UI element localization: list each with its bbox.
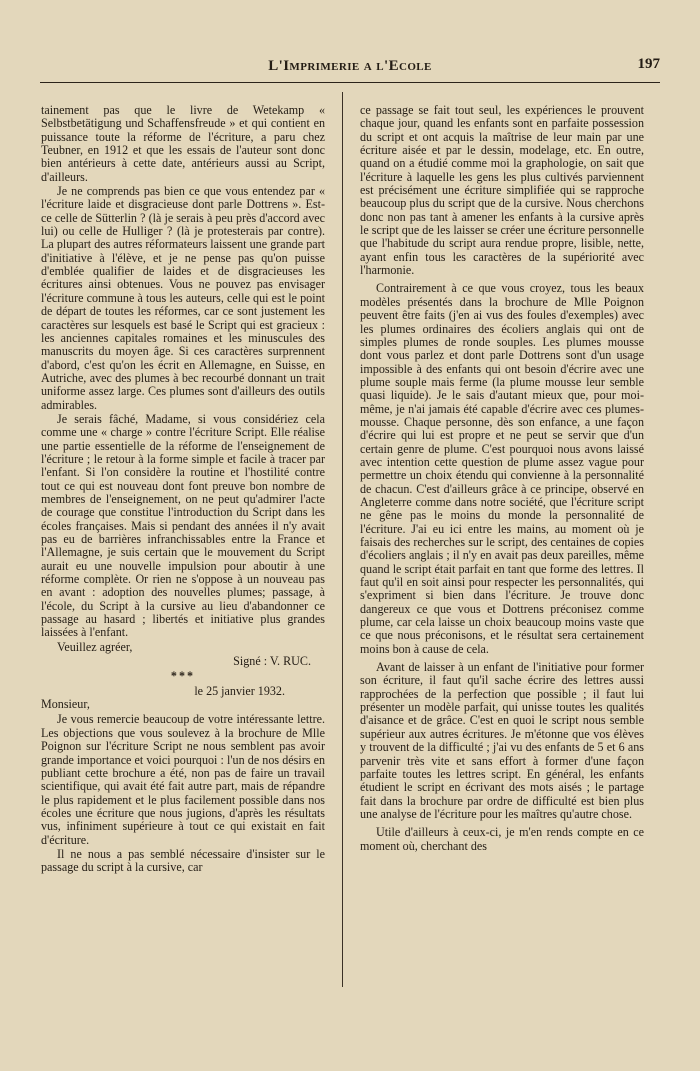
section-separator: *** [170, 669, 196, 684]
signature: Signé : V. RUC. [233, 654, 311, 669]
paragraph: Avant de laisser à un enfant de l'initiative pour former son écriture, il faut qu'il sache écrire des lettres aussi rapprochées de la perfection que possible ; il faut lui présenter un modèle parfait, qui unisse toutes les qualités d'aisance et de grâce. C'est en quoi le script nous semble supérieur aux autres écritures. Je m'étonne que vos élèves y trouvent de la difficulté ; j'ai vu des enfants de 5 et 6 ans parvenir très vite et sans effort à former d'une façon parfaite toutes les lettres script. En général, les enfants étudient le script en écrivant des mots aisés ; le partage fait dans la brochure par ordre de difficulté est bien plus une analyse de l'écriture pour les maîtres qu'autre chose. [360, 660, 644, 821]
column-divider [342, 92, 343, 987]
closing-formula: Veuillez agréer, [57, 639, 133, 654]
paragraph: ce passage se fait tout seul, les expériences le prouvent chaque jour, quand les enfants sont en parfaite possession du script et ont acquis la maîtrise de leur main par une écriture aisée et par le dessin, modelage, etc. En outre, quand on a étudié comme moi la graphologie, on sait que l'écriture à laquelle les gens les plus cultivés parviennent est précisément une écriture simplifiée qui se rapproche beaucoup plus du script que de la cursive. Nous cherchons donc non pas tant à amener les enfants à la cursive après le script que de les laisser se créer une écriture personnelle que l'habitude du script aura rendue propre, lisible, nette, ayant enfin tous les caractères de la supériorité avec l'harmonie. [360, 103, 644, 278]
paragraph: Il ne nous a pas semblé nécessaire d'insister sur le passage du script à la cursive, car [41, 846, 325, 875]
salutation: Monsieur, [41, 697, 90, 712]
left-column [41, 104, 325, 875]
paragraph: Contrairement à ce que vous croyez, tous les beaux modèles présentés dans la brochure de Mlle Poignon peuvent être faits (j'en ai vus des foules d'exemples) avec les plumes ordinaires des écoliers anglais qui ont de simples plumes de ronde souples. Les plumes mousse dont vous parlez et dont parle Dottrens sont d'un usage impossible à des enfants qui ont besoin d'écrire avec une plume souple mais ferme (la plume mousse leur semble quasi liquide). Je le sais d'autant mieux que, pour moi-même, je n'ai jamais été capable d'écrire avec ces plumes-mousse. Chaque personne, dès son enfance, a une façon d'écrire qui lui est propre et ne peut se servir que d'un certain genre de plume. C'est pourquoi nous avons laissé avec intention cette question de plume assez vague pour permettre un choix étendu qui convienne à la personnalité de chacun. C'est d'ailleurs grâce à ce principe, observé en Angleterre comme dans notre société, que l'écriture script ne gêne pas le moins du monde la personnalité de l'écriture. J'ai eu ici entre les mains, au moment où je faisais des recherches sur le script, des centaines de copies d'écoliers anglais ; il n'y en avait pas deux pareilles, même quand le script était parfait en tant que forme des lettres. Il faut qu'il en soit ainsi pour respecter les personnalités, qui s'expriment si bien dans l'écriture. Je trouve donc dangereux ce que vous et Dottrens préconisez comme plume, car cela laisse un choix beaucoup moins vaste que ce que nous préconisons, et le résultat sera certainement moins bon à cause de cela. [360, 281, 644, 656]
paragraph: Je serais fâché, Madame, si vous considériez cela comme une « charge » contre l'écriture Script. Elle réalise une partie essentielle de la réforme de l'enseignement de l'écriture ; le retour à la forme simple et facile à tracer par l'enfant. Si l'on considère la routine et l'hostilité contre tout ce qui est nouveau dont font preuve bon nombre de membres de l'enseignement, on ne peut qu'admirer l'acte de courage que constitue l'introduction du Script dans les écoles françaises. Mais si pendant des années il n'y avait pas eu de barrières infranchissables entre la France et l'Allemagne, je suis certain que le mouvement du Script aurait eu une nouvelle impulsion pour aboutir à une réforme complète. Or rien ne s'oppose à un nouveau pas en avant : adoption des nouvelles plumes; passage, à l'école, du Script à la cursive au lieu d'abandonner ce passage au hasard ; libertés et initiative plus grandes laissées à l'enfant. [41, 411, 325, 640]
paragraph: Utile d'ailleurs à ceux-ci, je m'en rends compte en ce moment où, cherchant des [360, 825, 644, 853]
right-column [360, 104, 644, 853]
paragraph: Je ne comprends pas bien ce que vous entendez par « l'écriture laide et disgracieuse dont parle Dottrens ». Est-ce celle de Sütterlin ? (là je serais à peu près d'accord avec lui) ou celle de Hulliger ? (là je protesterais par contre). La plupart des autres réformateurs laissent une grande part d'initiative à l'élève, et je ne pense pas qu'on puisse d'emblée qualifier de laides et de disgracieuses les écritures ainsi obtenues. Vous ne pouvez pas envisager l'écriture commune à tous les auteurs, celle qui est le point de départ de toutes les réformes, car ce sont justement les caractères sur lesquels est basé le Script qui est gracieux : les anciennes capitales romaines et les minuscules des manuscrits du moyen âge. Si ces caractères surprennent d'abord, c'est qu'on les écrit en Allemagne, en Suisse, en Autriche, avec des plumes à bec recourbé donnant un trait uniforme assez large. Ces plumes sont d'ailleurs des outils admirables. [41, 184, 325, 412]
letter-date: le 25 janvier 1932. [194, 683, 285, 698]
paragraph: Je vous remercie beaucoup de votre intéressante lettre. Les objections que vous soulevez à la brochure de Mlle Poignon sur l'écriture Script ne nous semblent pas avoir grande importance et voici pourquoi : l'un de nos désirs en publiant cette brochure a été, non pas de faire un travail scientifique, qui avait été fait autre part, mais de répandre le plus rapidement et le plus facilement possible dans nos écoles une écriture que nous jugions, d'après les résultats vus, infiniment supérieure à tout ce qui existait en fait d'écriture. [41, 712, 325, 847]
paragraph: tainement pas que le livre de Wetekamp « Selbstbetätigung und Schaffensfreude » et qui contient en puissance toute la réforme de l'écriture, a paru chez Teubner, en 1912 et que les essais de l'auteur sont donc bien antérieurs à cette date, antérieurs aussi au Script, d'ailleurs. [41, 103, 325, 184]
page-number: 197 [637, 56, 660, 72]
page-header [40, 52, 660, 83]
running-title: L'Imprimerie a l'Ecole [268, 58, 432, 74]
